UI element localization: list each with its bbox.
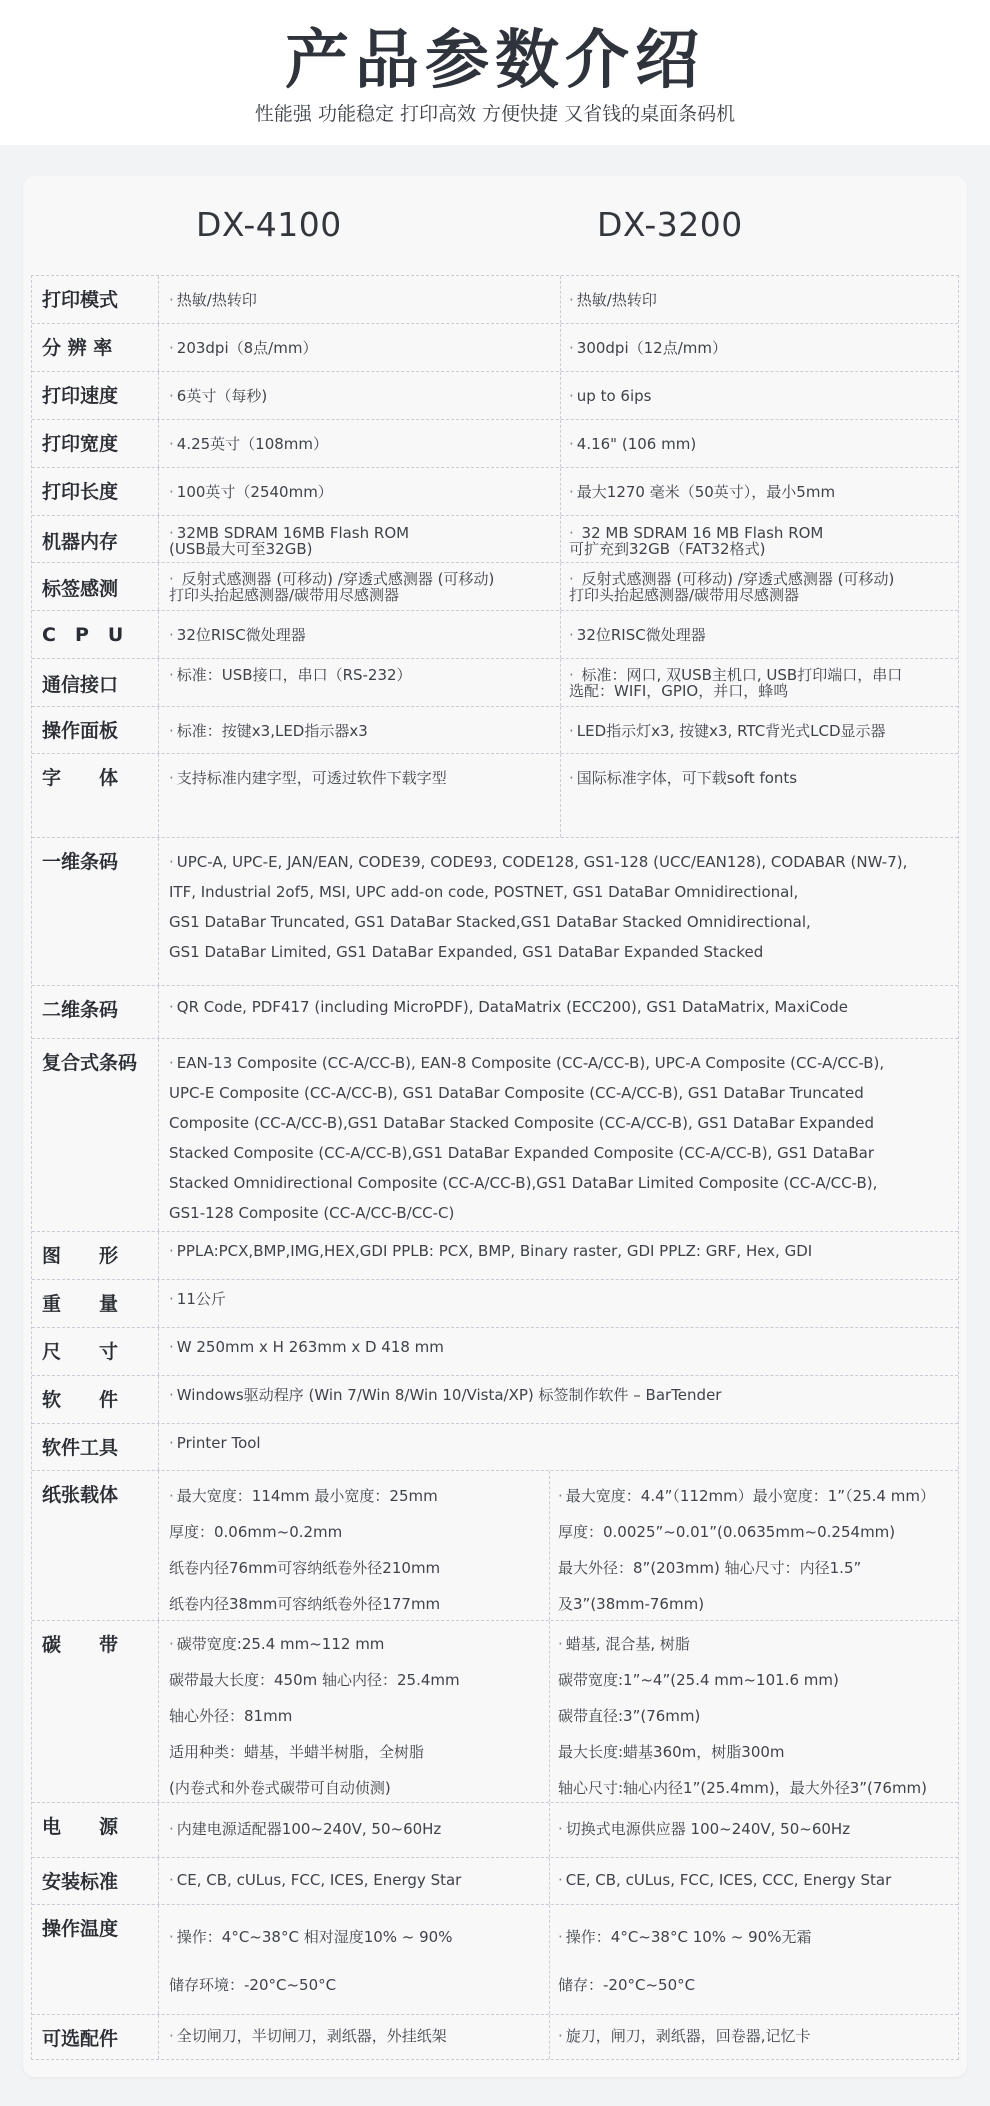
spec-value-line: 最大长度:蜡基360m，树脂300m [558,1743,785,1761]
model-name-dx4100: DX-4100 [196,205,342,244]
spec-value-b [561,468,958,515]
spec-row-cpu [32,610,958,658]
bullet-dot: · [569,524,574,542]
spec-value-line: 轴心尺寸:轴心内径1”(25.4mm)，最大外径3”(76mm) [558,1779,928,1797]
spec-label-text: 尺 寸 [42,1341,119,1363]
spec-label [32,754,159,837]
spec-value-line: 纸卷内径38mm可容纳纸卷外径177mm [169,1595,441,1613]
spec-row-media [32,1470,958,1620]
spec-row-print-speed [32,371,958,419]
spec-value-line: · 操作：4°C~38°C 相对湿度10% ~ 90% [169,1928,453,1946]
spec-label [32,838,159,985]
model-name-dx3200: DX-3200 [597,205,743,244]
spec-label-text: 打印宽度 [42,433,119,455]
spec-row-dimensions [32,1327,958,1375]
spec-value-line: 储存环境：-20°C~50°C [169,1976,337,1994]
spec-label-text: 操作温度 [42,1918,119,1940]
spec-label-text: 电 源 [42,1816,119,1838]
spec-value-line: 厚度：0.0025”~0.01”(0.0635mm~0.254mm) [558,1523,896,1541]
spec-value-full [159,1039,958,1231]
spec-row-label-sensor [32,562,958,610]
spec-row-control-panel [32,706,958,753]
spec-row-2d-barcode [32,985,958,1038]
spec-value-line: 及3”(38mm-76mm) [558,1595,705,1613]
spec-value-line: 轴心外径：81mm [169,1707,293,1725]
bullet-dot: · [169,570,174,588]
spec-value-line: GS1 DataBar Limited, GS1 DataBar Expanded, GS1 DataBar Expanded Stacked [169,943,764,961]
spec-value-a [159,707,561,753]
spec-label-text: 机器内存 [42,531,119,553]
spec-value-b [550,1471,958,1620]
spec-label [32,563,159,610]
bullet-dot: · [569,570,574,588]
bullet-dot: · [169,1820,174,1838]
bullet-dot: · [169,1928,174,1946]
bullet-dot: · [169,1635,174,1653]
spec-value-line: 碳带直径:3”(76mm) [558,1707,701,1725]
spec-row-print-width [32,419,958,467]
spec-label [32,1376,159,1423]
spec-value-full [159,1376,958,1423]
spec-value-line: · 旋刀，闸刀，剥纸器，回卷器,记忆卡 [558,2027,811,2045]
spec-label [32,1280,159,1327]
spec-value-a [159,659,561,706]
spec-value-b [561,516,958,562]
spec-label-text: 分 辨 率 [42,337,113,359]
bullet-dot: · [169,2027,174,2045]
spec-label-text: 碳 带 [42,1634,119,1656]
spec-label [32,1471,159,1620]
bullet-dot: · [569,387,574,405]
spec-value-line: Stacked Omnidirectional Composite (CC-A/CC-B),GS1 DataBar Limited Composite (CC-A/CC-B), [169,1174,878,1192]
spec-value-line: · 4.25英寸（108mm） [169,435,329,453]
spec-value-line: · 最大1270 毫米（50英寸），最小5mm [569,483,836,501]
bullet-dot: · [569,291,574,309]
spec-value-line: · 4.16" (106 mm) [569,435,697,453]
spec-row-1d-barcode [32,837,958,985]
spec-value-line: 储存：-20°C~50°C [558,1976,696,1994]
spec-value-line: · EAN-13 Composite (CC-A/CC-B), EAN-8 Composite (CC-A/CC-B), UPC-A Composite (CC-A/CC-B), [169,1054,885,1072]
spec-label-text: 可选配件 [42,2028,119,2050]
spec-row-composite-barcode [32,1038,958,1231]
spec-label [32,1039,159,1231]
bullet-dot: · [169,524,174,542]
spec-value-line: · 蜡基, 混合基, 树脂 [558,1635,690,1653]
spec-label-text: 打印长度 [42,481,119,503]
spec-table [31,275,959,2060]
spec-label-text: 图 形 [42,1245,119,1267]
bullet-dot: · [558,1820,563,1838]
spec-value-a [159,1803,550,1857]
bullet-dot: · [558,1871,563,1889]
spec-label [32,1328,159,1375]
spec-label [32,611,159,658]
bullet-dot: · [169,483,174,501]
spec-value-a [159,1621,550,1802]
spec-value-a [159,1905,550,2014]
bullet-dot: · [169,769,174,787]
spec-value-a [159,1471,550,1620]
spec-value-full [159,1424,958,1470]
spec-row-resolution [32,323,958,371]
spec-label-text: 软件工具 [42,1437,119,1459]
spec-label-text: 二维条码 [42,999,119,1021]
bullet-dot: · [569,722,574,740]
spec-value-a [159,372,561,419]
spec-value-a [159,611,561,658]
spec-value-a [159,1858,550,1904]
spec-value-line: 打印头抬起感测器/碳带用尽感测器 [169,586,400,604]
spec-label [32,659,159,706]
spec-value-line: · 100英寸（2540mm） [169,483,333,501]
bullet-dot: · [169,666,174,684]
spec-value-line: GS1-128 Composite (CC-A/CC-B/CC-C) [169,1204,455,1222]
spec-row-operating-temp [32,1904,958,2014]
spec-row-interface [32,658,958,706]
spec-value-line: ITF, Industrial 2of5, MSI, UPC add-on code, POSTNET, GS1 DataBar Omnidirectional, [169,883,799,901]
spec-label [32,420,159,467]
spec-value-line: · 反射式感测器 (可移动) /穿透式感测器 (可移动) [569,570,895,588]
bullet-dot: · [169,339,174,357]
spec-value-line: · 最大宽度：4.4”（112mm）最小宽度：1”（25.4 mm） [558,1487,935,1505]
spec-label-text: 标签感测 [42,578,119,600]
spec-label [32,324,159,371]
spec-row-power [32,1802,958,1857]
spec-row-software [32,1375,958,1423]
bullet-dot: · [169,853,174,871]
spec-label [32,276,159,323]
spec-label-text: 打印速度 [42,385,119,407]
spec-value-full [159,986,958,1038]
spec-value-b [550,1858,958,1904]
spec-value-line: · 碳带宽度:25.4 mm~112 mm [169,1635,385,1653]
spec-value-line: 打印头抬起感测器/碳带用尽感测器 [569,586,800,604]
spec-value-b [561,707,958,753]
bullet-dot: · [169,1487,174,1505]
spec-value-line: · 反射式感测器 (可移动) /穿透式感测器 (可移动) [169,570,495,588]
spec-value-line: 纸卷内径76mm可容纳纸卷外径210mm [169,1559,441,1577]
spec-value-line: · up to 6ips [569,387,652,405]
bullet-dot: · [169,1242,174,1260]
spec-value-line: · UPC-A, UPC-E, JAN/EAN, CODE39, CODE93, CODE128, GS1-128 (UCC/EAN128), CODABAR (NW-7), [169,853,908,871]
spec-value-b [550,2015,958,2059]
bullet-dot: · [558,2027,563,2045]
spec-value-line: · Windows驱动程序 (Win 7/Win 8/Win 10/Vista/XP) 标签制作软件 – BarTender [169,1386,722,1404]
bullet-dot: · [569,626,574,644]
bullet-dot: · [169,291,174,309]
spec-label [32,1232,159,1279]
spec-value-line: · 全切闸刀，半切闸刀，剥纸器，外挂纸架 [169,2027,447,2045]
spec-value-full [159,1328,958,1375]
spec-row-software-tool [32,1423,958,1470]
spec-row-print-length [32,467,958,515]
spec-label [32,1803,159,1857]
spec-value-line: · W 250mm x H 263mm x D 418 mm [169,1338,444,1356]
spec-value-line: · 32位RISC微处理器 [569,626,706,644]
bullet-dot: · [169,1434,174,1452]
spec-value-line: · CE, CB, cULus, FCC, ICES, CCC, Energy Star [558,1871,892,1889]
spec-value-a [159,563,561,610]
spec-value-line: UPC-E Composite (CC-A/CC-B), GS1 DataBar Composite (CC-A/CC-B), GS1 DataBar Truncated [169,1084,864,1102]
spec-value-b [561,659,958,706]
spec-value-line: · 热敏/热转印 [569,291,657,309]
spec-value-line: · 11公斤 [169,1290,226,1308]
spec-value-a [159,516,561,562]
spec-value-b [561,611,958,658]
hero-banner [0,0,990,145]
spec-value-line: · 标准：网口, 双USB主机口, USB打印端口，串口 [569,666,903,684]
spec-row-ribbon [32,1620,958,1802]
spec-value-b [561,754,958,837]
spec-value-line: 选配：WIFI，GPIO，并口，蜂鸣 [569,682,789,700]
spec-label-text: C P U [42,624,124,646]
spec-row-certification [32,1857,958,1904]
spec-value-a [159,420,561,467]
bullet-dot: · [169,626,174,644]
spec-label [32,1621,159,1802]
spec-value-b [561,420,958,467]
spec-value-line: · 300dpi（12点/mm） [569,339,727,357]
bullet-dot: · [569,435,574,453]
spec-value-b [550,1803,958,1857]
spec-value-line: · 203dpi（8点/mm） [169,339,318,357]
spec-value-line: · 内建电源适配器100~240V, 50~60Hz [169,1820,442,1838]
spec-value-line: (内卷式和外卷式碳带可自动侦测) [169,1779,391,1797]
spec-value-a [159,276,561,323]
spec-label [32,986,159,1038]
bullet-dot: · [169,1338,174,1356]
spec-value-b [561,563,958,610]
spec-label-text: 重 量 [42,1293,119,1315]
bullet-dot: · [169,1054,174,1072]
spec-label [32,468,159,515]
bullet-dot: · [569,483,574,501]
spec-label-text: 一维条码 [42,851,119,873]
spec-value-line: · 标准：USB接口，串口（RS-232） [169,666,412,684]
bullet-dot: · [569,769,574,787]
spec-label-text: 纸张载体 [42,1484,119,1506]
spec-value-line: 适用种类：蜡基，半蜡半树脂，全树脂 [169,1743,425,1761]
spec-row-print-mode [32,276,958,323]
spec-label [32,1424,159,1470]
bullet-dot: · [558,1928,563,1946]
spec-value-full [159,1232,958,1279]
spec-value-line: · 6英寸（每秒) [169,387,268,405]
spec-value-full [159,838,958,985]
spec-value-line: · CE, CB, cULus, FCC, ICES, Energy Star [169,1871,462,1889]
spec-label-text: 通信接口 [42,674,119,696]
bullet-dot: · [169,998,174,1016]
spec-value-line: · 支持标准内建字型，可透过软件下载字型 [169,769,447,787]
bullet-dot: · [569,339,574,357]
spec-row-options [32,2014,958,2059]
page-subtitle: 性能强 功能稳定 打印高效 方便快捷 又省钱的桌面条码机 [254,103,736,125]
spec-value-line: · 32MB SDRAM 16MB Flash ROM [169,524,410,542]
spec-label [32,1858,159,1904]
spec-row-memory [32,515,958,562]
spec-label-text: 操作面板 [42,720,119,742]
spec-value-line: · 标准：按键x3,LED指示器x3 [169,722,368,740]
spec-value-line: 碳带宽度:1”~4”(25.4 mm~101.6 mm) [558,1671,839,1689]
bullet-dot: · [169,722,174,740]
spec-label-text: 安装标准 [42,1871,119,1893]
spec-label-text: 字 体 [42,767,119,789]
spec-value-b [561,276,958,323]
spec-value-b [561,372,958,419]
spec-value-full [159,1280,958,1327]
page-title: 产品参数介绍 [285,24,705,98]
spec-value-a [159,754,561,837]
bullet-dot: · [558,1635,563,1653]
bullet-dot: · [558,1487,563,1505]
spec-value-line: · PPLA:PCX,BMP,IMG,HEX,GDI PPLB: PCX, BMP, Binary raster, GDI PPLZ: GRF, Hex, GDI [169,1242,813,1260]
spec-value-line: · 切换式电源供应器 100~240V, 50~60Hz [558,1820,851,1838]
spec-label-text: 打印模式 [42,289,119,311]
spec-value-line: · Printer Tool [169,1434,261,1452]
spec-value-line: · LED指示灯x3, 按键x3, RTC背光式LCD显示器 [569,722,886,740]
spec-value-line: 碳带最大长度：450m 轴心内径：25.4mm [169,1671,460,1689]
spec-value-line: GS1 DataBar Truncated, GS1 DataBar Stacked,GS1 DataBar Stacked Omnidirectional, [169,913,811,931]
spec-label-text: 软 件 [42,1389,119,1411]
spec-value-line: · 国际标准字体，可下载soft fonts [569,769,798,787]
spec-value-line: · 操作：4°C~38°C 10% ~ 90%无霜 [558,1928,812,1946]
spec-value-a [159,324,561,371]
spec-row-weight [32,1279,958,1327]
spec-value-b [550,1621,958,1802]
spec-value-a [159,2015,550,2059]
spec-value-line: 最大外径：8”(203mm) 轴心尺寸：内径1.5” [558,1559,862,1577]
bullet-dot: · [569,666,574,684]
bullet-dot: · [169,387,174,405]
spec-label [32,1905,159,2014]
spec-value-line: Composite (CC-A/CC-B),GS1 DataBar Stacked Composite (CC-A/CC-B), GS1 DataBar Expanded [169,1114,875,1132]
spec-value-b [561,324,958,371]
bullet-dot: · [169,435,174,453]
spec-value-line: · QR Code, PDF417 (including MicroPDF), DataMatrix (ECC200), GS1 DataMatrix, MaxiCode [169,998,848,1016]
spec-row-fonts [32,753,958,837]
spec-value-line: Stacked Composite (CC-A/CC-B),GS1 DataBar Expanded Composite (CC-A/CC-B), GS1 DataBar [169,1144,875,1162]
spec-value-line: · 32位RISC微处理器 [169,626,306,644]
spec-label [32,372,159,419]
spec-label [32,516,159,562]
spec-label [32,707,159,753]
spec-value-line: 可扩充到32GB（FAT32格式) [569,540,766,558]
spec-row-graphics [32,1231,958,1279]
spec-value-line: 厚度：0.06mm~0.2mm [169,1523,343,1541]
spec-label-text: 复合式条码 [42,1052,138,1074]
spec-value-b [550,1905,958,2014]
spec-value-line: · 32 MB SDRAM 16 MB Flash ROM [569,524,824,542]
bullet-dot: · [169,1871,174,1889]
spec-value-line: · 最大宽度：114mm 最小宽度：25mm [169,1487,438,1505]
spec-label [32,2015,159,2059]
spec-value-a [159,468,561,515]
spec-value-line: (USB最大可至32GB) [169,540,313,558]
bullet-dot: · [169,1290,174,1308]
bullet-dot: · [169,1386,174,1404]
spec-value-line: · 热敏/热转印 [169,291,257,309]
